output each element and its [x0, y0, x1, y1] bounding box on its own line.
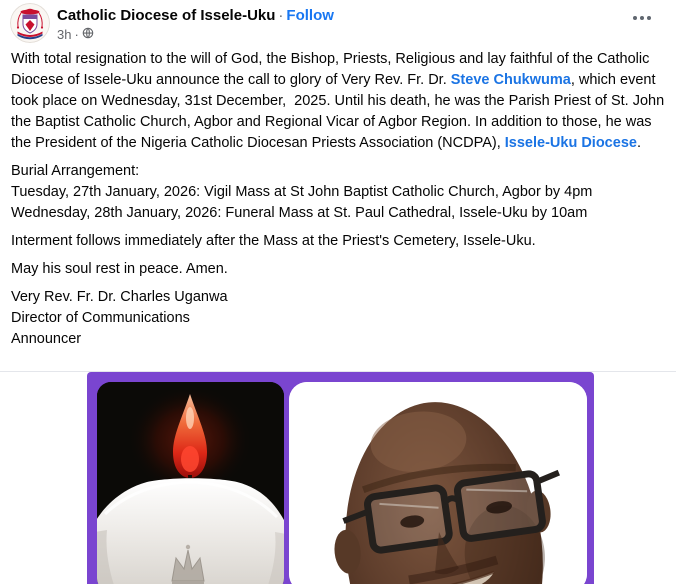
- post-text-segment: , which event took place on Wednesday, 31st December, 2025. Until his death, he was the Parish Priest of St. John the Baptist Catholic Church, Agbor and Regional Vicar of Agbor Region. In addition to those, he was the President of the Nigeria Catholic Diocesan Priests Association (NCDPA),: [11, 72, 669, 151]
- more-options-button[interactable]: [626, 6, 658, 30]
- post-text-segment: Very Rev. Fr. Dr. Charles Uganwa: [11, 289, 228, 305]
- post-paragraph: [11, 259, 665, 280]
- header-text: [57, 4, 666, 43]
- post-text-segment: Tuesday, 27th January, 2026: Vigil Mass at St John Baptist Catholic Church, Agbor by 4pm: [11, 184, 593, 200]
- post-paragraph: [11, 49, 669, 154]
- post-paragraph: [11, 161, 665, 224]
- title-row: [57, 6, 666, 25]
- post-header: [0, 0, 676, 46]
- meta-separator: ·: [74, 26, 79, 42]
- post-text-segment: With total resignation to the will of God, the Bishop, Priests, Religious and lay faithful of the Catholic Diocese of Issele-Uku announce the call to glory of Very Rev. Fr. Dr.: [11, 51, 654, 88]
- post-entity-link[interactable]: Steve Chukwuma: [450, 72, 571, 88]
- image-purple-frame: [87, 372, 594, 584]
- post-text-segment: Director of Communications: [11, 310, 190, 326]
- follow-button[interactable]: Follow: [286, 7, 334, 24]
- globe-icon: [82, 27, 94, 43]
- post-text-segment: Burial Arrangement:: [11, 163, 140, 179]
- ellipsis-icon: [633, 16, 651, 20]
- title-separator: ·: [278, 7, 284, 24]
- post-text-segment: Interment follows immediately after the Mass at the Priest's Cemetery, Issele-Uku.: [11, 233, 536, 249]
- diocese-crest-icon: [10, 30, 50, 43]
- portrait-of-priest-image: [289, 382, 587, 584]
- page-name-link[interactable]: Catholic Diocese of Issele-Uku: [57, 7, 276, 24]
- post-text-segment: .: [636, 135, 641, 151]
- post-text-segment: Announcer: [11, 331, 82, 347]
- memorial-candle-image: [97, 382, 284, 584]
- post-text-segment: Wednesday, 28th January, 2026: Funeral Mass at St. Paul Cathedral, Issele-Uku by 10am: [11, 205, 588, 221]
- post-text-segment: May his soul rest in peace. Amen.: [11, 261, 228, 277]
- post-paragraph: [11, 231, 665, 252]
- avatar[interactable]: [10, 3, 50, 43]
- post-image-attachment[interactable]: [0, 371, 676, 584]
- meta-row: [57, 26, 666, 43]
- post-text: [0, 46, 676, 357]
- timestamp[interactable]: 3h: [57, 26, 72, 42]
- post-paragraph: [11, 287, 665, 350]
- post-entity-link[interactable]: Issele-Uku Diocese: [504, 135, 637, 151]
